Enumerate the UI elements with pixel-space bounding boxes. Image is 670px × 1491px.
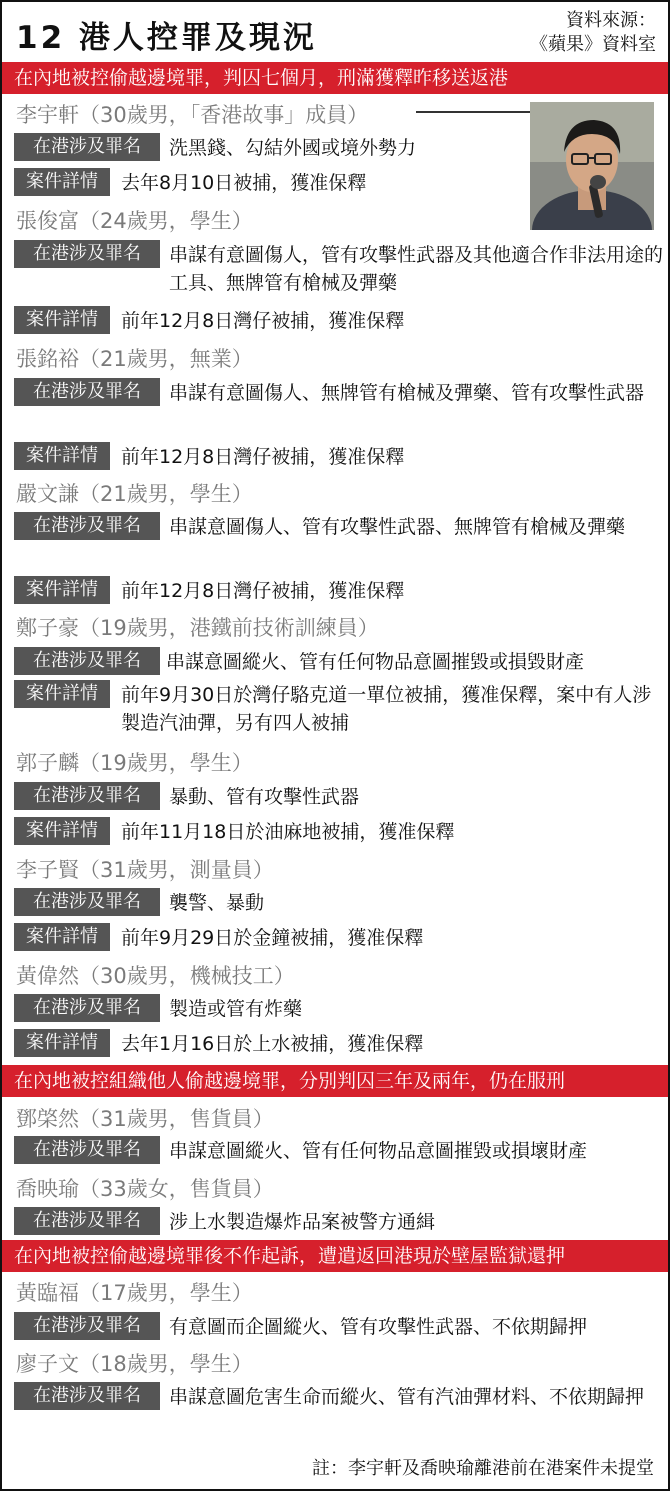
charge-text: 有意圖而企圖縱火、管有攻擊性武器、不依期歸押 [169, 1316, 588, 1338]
person-name: 李子賢（31歲男，測量員） [16, 858, 274, 882]
detail-text: 去年8月10日被捕，獲准保釋 [121, 172, 367, 194]
charge-tag: 在港涉及罪名 [14, 994, 160, 1022]
detail-tag: 案件詳情 [14, 306, 110, 334]
person-name: 張俊富（24歲男，學生） [16, 209, 253, 233]
detail-tag: 案件詳情 [14, 817, 110, 845]
charge-text: 製造或管有炸藥 [169, 998, 303, 1020]
detail-text: 前年12月8日灣仔被捕，獲准保釋 [121, 446, 405, 468]
detail-text: 前年12月8日灣仔被捕，獲准保釋 [121, 310, 405, 332]
connector-line [416, 111, 544, 113]
detail-tag: 案件詳情 [14, 680, 110, 708]
charge-tag: 在港涉及罪名 [14, 1312, 160, 1340]
header [2, 2, 668, 62]
person-name: 鄧棨然（31歲男，售貨員） [16, 1107, 274, 1131]
person-name: 喬映瑜（33歲女，售貨員） [16, 1177, 274, 1201]
charge-tag: 在港涉及罪名 [14, 240, 160, 268]
charge-text: 串謀有意圖傷人，管有攻擊性武器及其他適合作非法用途的工具、無牌管有槍械及彈藥 [169, 244, 664, 294]
source-line: 《蘋果》資料室 [530, 34, 656, 55]
charge-text: 串謀意圖傷人、管有攻擊性武器、無牌管有槍械及彈藥 [169, 516, 626, 538]
detail-tag: 案件詳情 [14, 576, 110, 604]
charge-tag: 在港涉及罪名 [14, 647, 160, 675]
section-banner-released: 在內地被控偷越邊境罪，判囚七個月，刑滿獲釋昨移送返港 [2, 62, 668, 94]
detail-tag: 案件詳情 [14, 923, 110, 951]
detail-text: 前年9月29日於金鐘被捕，獲准保釋 [121, 927, 424, 949]
person-name: 廖子文（18歲男，學生） [16, 1352, 253, 1376]
charge-text: 串謀意圖縱火、管有任何物品意圖摧毀或損毀財產 [166, 651, 585, 673]
charge-tag: 在港涉及罪名 [14, 888, 160, 916]
charge-text: 串謀有意圖傷人、無牌管有槍械及彈藥、管有攻擊性武器 [169, 382, 645, 404]
section-banner-serving: 在內地被控組織他人偷越邊境罪，分別判囚三年及兩年，仍在服刑 [2, 1065, 668, 1097]
person-name: 嚴文謙（21歲男，學生） [16, 482, 253, 506]
portrait-photo [530, 102, 654, 230]
section-banner-remanded: 在內地被控偷越邊境罪後不作起訴，遭遣返回港現於壁屋監獄還押 [2, 1240, 668, 1272]
footnote: 註：李宇軒及喬映瑜離港前在港案件未提堂 [312, 1458, 654, 1479]
charge-tag: 在港涉及罪名 [14, 1207, 160, 1235]
detail-text: 前年12月8日灣仔被捕，獲准保釋 [121, 580, 405, 602]
detail-text: 前年11月18日於油麻地被捕，獲准保釋 [121, 821, 455, 843]
charge-tag: 在港涉及罪名 [14, 782, 160, 810]
charge-text: 洗黑錢、勾結外國或境外勢力 [169, 137, 417, 159]
detail-text: 前年9月30日於灣仔駱克道一單位被捕，獲准保釋，案中有人涉製造汽油彈，另有四人被捕 [121, 684, 652, 734]
charge-text: 暴動、管有攻擊性武器 [169, 786, 360, 808]
charge-text: 涉上水製造爆炸品案被警方通緝 [169, 1211, 436, 1233]
charge-tag: 在港涉及罪名 [14, 1382, 160, 1410]
charge-tag: 在港涉及罪名 [14, 1136, 160, 1164]
detail-tag: 案件詳情 [14, 168, 110, 196]
source-line: 資料來源： [566, 10, 656, 31]
person-name: 張銘裕（21歲男，無業） [16, 347, 253, 371]
person-name: 黃臨福（17歲男，學生） [16, 1281, 253, 1305]
person-name: 李宇軒（30歲男，「香港故事」成員） [16, 103, 369, 127]
person-name: 黃偉然（30歲男，機械技工） [16, 964, 295, 988]
charge-text: 襲警、暴動 [169, 892, 265, 914]
person-name: 鄭子豪（19歲男，港鐵前技術訓練員） [16, 616, 379, 640]
person-name: 郭子麟（19歲男，學生） [16, 751, 253, 775]
detail-tag: 案件詳情 [14, 1029, 110, 1057]
charge-text: 串謀意圖危害生命而縱火、管有汽油彈材料、不依期歸押 [169, 1386, 645, 1408]
charge-text: 串謀意圖縱火、管有任何物品意圖摧毀或損壞財產 [169, 1140, 588, 1162]
charge-tag: 在港涉及罪名 [14, 133, 160, 161]
charge-tag: 在港涉及罪名 [14, 512, 160, 540]
source-credit [516, 9, 656, 57]
charge-tag: 在港涉及罪名 [14, 378, 160, 406]
detail-text: 去年1月16日於上水被捕，獲准保釋 [121, 1033, 424, 1055]
detail-tag: 案件詳情 [14, 442, 110, 470]
page-title: 12 港人控罪及現況 [16, 20, 317, 56]
